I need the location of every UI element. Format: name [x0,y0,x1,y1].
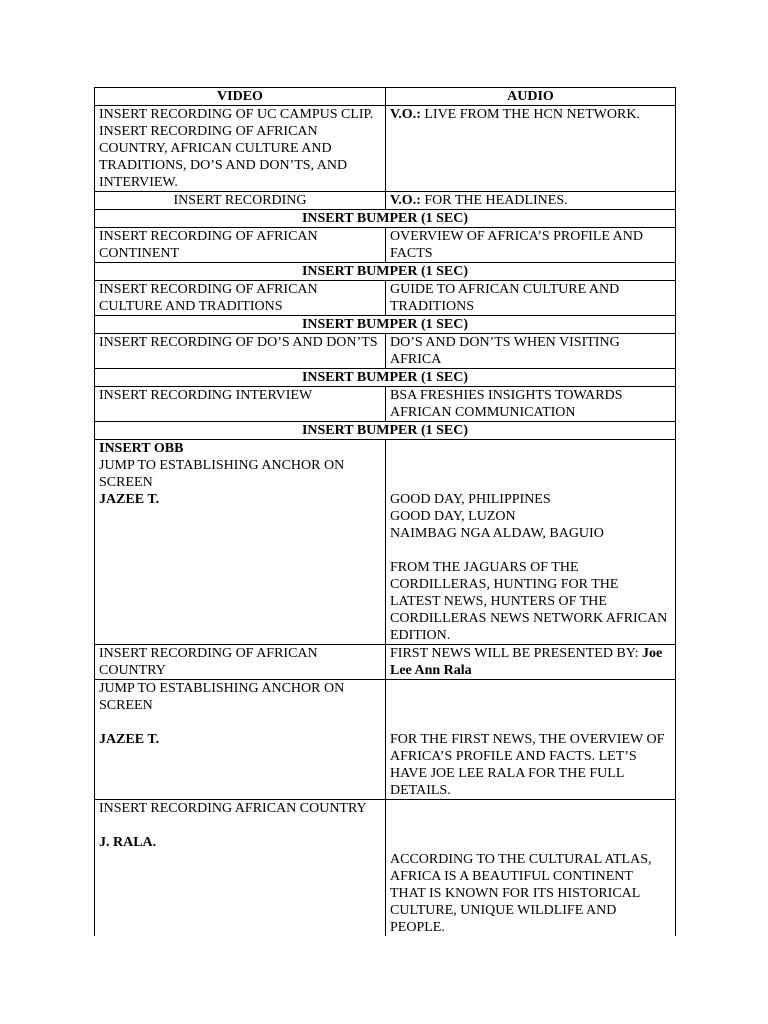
audio-cell [386,192,676,210]
video-cell: INSERT RECORDING OF DO’S AND DON’TS [95,334,386,369]
script-table [94,87,676,936]
video-cell [95,680,386,800]
bumper-row [95,263,676,281]
audio-cell [386,440,676,645]
video-cell: INSERT RECORDING OF AFRICAN CONTINENT [95,228,386,263]
intro-paragraph: FROM THE JAGUARS OF THE CORDILLERAS, HUNTING FOR THE LATEST NEWS, HUNTERS OF THE CORDILLERAS NEWS NETWORK AFRICAN EDITION. [390,560,668,643]
bumper-row [95,369,676,387]
spacer [390,800,671,817]
audio-cell: DO’S AND DON’TS WHEN VISITING AFRICA [386,334,676,369]
table-row [95,334,676,369]
obb-title: INSERT OBB [99,441,184,456]
anchor-name: JAZEE T. [99,732,160,747]
audio-text: FOR THE FIRST NEWS, THE OVERVIEW OF AFRICA’S PROFILE AND FACTS. LET’S HAVE JOE LEE RALA FOR THE FULL DETAILS. [390,732,665,798]
spacer [390,680,671,697]
video-cell: INSERT RECORDING OF AFRICAN CULTURE AND TRADITIONS [95,281,386,316]
table-row [95,281,676,316]
greeting-line: GOOD DAY, PHILIPPINES [390,492,551,507]
table-row [95,228,676,263]
spacer [390,697,671,714]
spacer [99,817,381,834]
audio-cell [386,106,676,192]
video-direction: INSERT RECORDING AFRICAN COUNTRY [99,801,367,816]
audio-cell: BSA FRESHIES INSIGHTS TOWARDS AFRICAN COMMUNICATION [386,387,676,422]
bumper-cell: INSERT BUMPER (1 SEC) [95,210,676,228]
video-column-header: VIDEO [95,88,386,106]
greeting-line: GOOD DAY, LUZON [390,509,516,524]
video-direction: JUMP TO ESTABLISHING ANCHOR ON SCREEN [99,681,345,713]
spacer [390,542,671,559]
audio-cell: GUIDE TO AFRICAN CULTURE AND TRADITIONS [386,281,676,316]
video-cell: INSERT RECORDING OF UC CAMPUS CLIP. INSERT RECORDING OF AFRICAN COUNTRY, AFRICAN CULTURE AND TRADITIONS, DO’S AND DON’TS, AND INTERVIEW. [95,106,386,192]
bumper-row [95,210,676,228]
video-cell: INSERT RECORDING OF AFRICAN COUNTRY [95,645,386,680]
bumper-cell: INSERT BUMPER (1 SEC) [95,422,676,440]
audio-text: FIRST NEWS WILL BE PRESENTED BY: [390,646,643,661]
table-row [95,645,676,680]
table-row [95,800,676,937]
audio-cell [386,680,676,800]
video-cell [95,800,386,937]
table-row [95,106,676,192]
bumper-row [95,422,676,440]
bumper-row [95,316,676,334]
reporter-name: Joe Lee Ann Rala [390,646,663,678]
audio-cell [386,645,676,680]
audio-text: LIVE FROM THE HCN NETWORK. [420,107,640,122]
greeting-line: NAIMBAG NGA ALDAW, BAGUIO [390,526,604,541]
audio-cell [386,800,676,937]
spacer [390,834,671,851]
bumper-cell: INSERT BUMPER (1 SEC) [95,369,676,387]
table-row [95,192,676,210]
spacer [390,440,671,457]
vo-label: V.O.: [390,193,421,208]
video-cell: INSERT RECORDING [95,192,386,210]
video-cell [95,440,386,645]
audio-cell: OVERVIEW OF AFRICA’S PROFILE AND FACTS [386,228,676,263]
table-row [95,387,676,422]
spacer [390,817,671,834]
video-direction: JUMP TO ESTABLISHING ANCHOR ON SCREEN [99,458,345,490]
table-header-row [95,88,676,106]
anchor-name: J. RALA. [99,835,157,850]
video-cell: INSERT RECORDING INTERVIEW [95,387,386,422]
spacer [390,714,671,731]
spacer [390,474,671,491]
table-row [95,680,676,800]
audio-column-header: AUDIO [386,88,676,106]
bumper-cell: INSERT BUMPER (1 SEC) [95,263,676,281]
table-row [95,440,676,645]
anchor-name: JAZEE T. [99,492,160,507]
audio-text: FOR THE HEADLINES. [420,193,568,208]
vo-label: V.O.: [390,107,421,122]
audio-text: ACCORDING TO THE CULTURAL ATLAS, AFRICA IS A BEAUTIFUL CONTINENT THAT IS KNOWN FOR ITS HISTORICAL CULTURE, UNIQUE WILDLIFE AND PEOPLE. [390,852,652,935]
spacer [390,457,671,474]
bumper-cell: INSERT BUMPER (1 SEC) [95,316,676,334]
spacer [99,714,381,731]
